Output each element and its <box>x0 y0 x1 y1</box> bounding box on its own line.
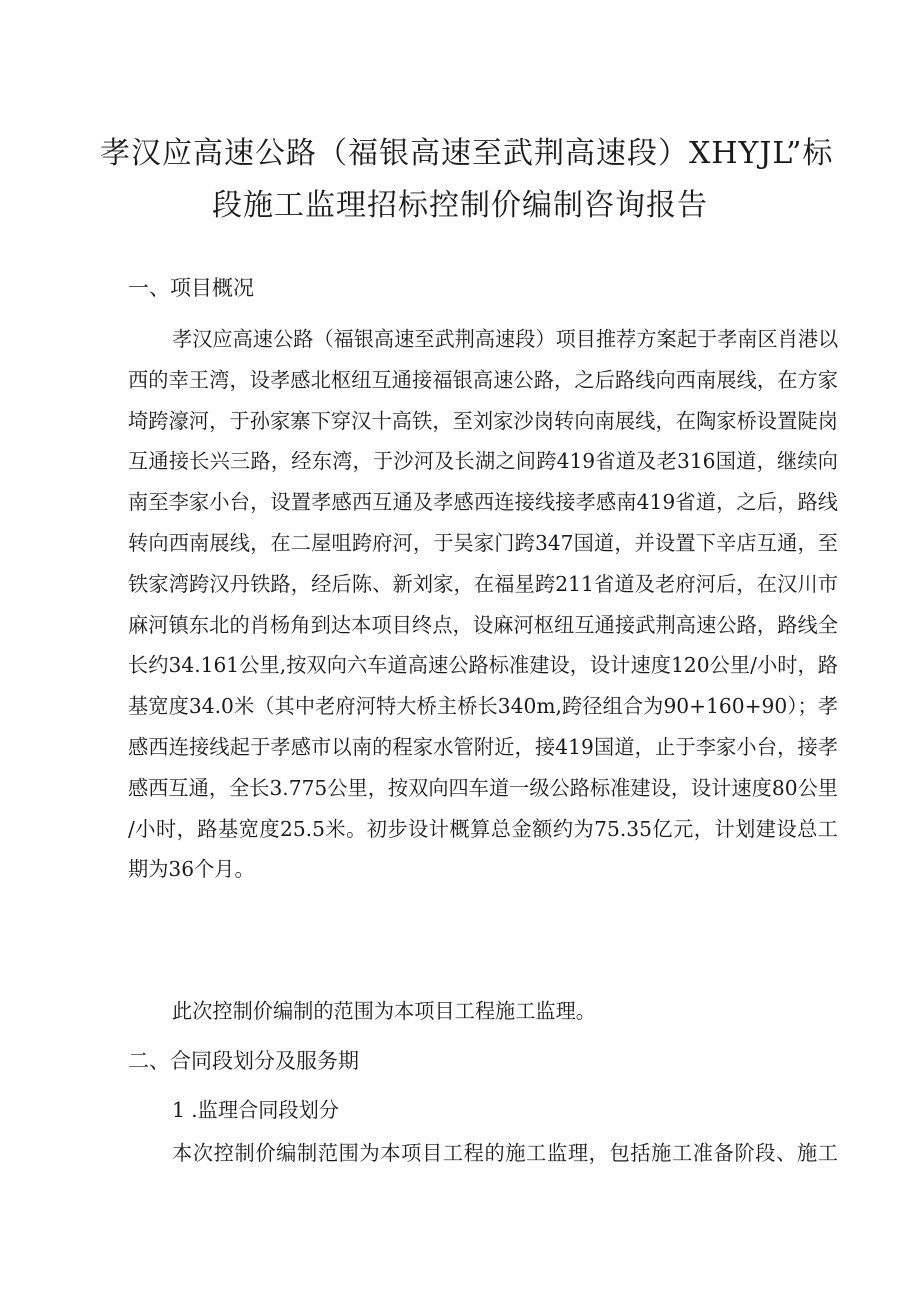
section-1-paragraph-1 <box>128 319 838 890</box>
title-line-2: 段施工监理招标控制价编制咨询报告 <box>212 188 708 223</box>
document-title <box>100 128 834 232</box>
paragraph-line: 基宽度34.0米（其中老府河特大桥主桥长340m,跨径组合为90+160+90）；孝 <box>128 694 838 719</box>
paragraph-line: 长约34.161公里,按双向六车道高速公路标准建设，设计速度120公里/小时，路 <box>128 653 838 678</box>
paragraph-line: 感西连接线起于孝感市以南的程家水管附近，接419国道，止于李家小台，接孝 <box>128 734 838 759</box>
section-2-subheading-1: 1 .监理合同段划分 <box>172 1098 339 1122</box>
paragraph-line: 孝汉应高速公路（福银高速至武荆高速段）项目推荐方案起于孝南区肖港以 <box>172 327 839 351</box>
title-line-1: 孝汉应高速公路（福银高速至武荆高速段）XHYJL”标 <box>100 136 834 171</box>
paragraph-line: 麻河镇东北的肖杨角到达本项目终点，设麻河枢纽互通接武荆高速公路，路线全 <box>128 612 838 637</box>
paragraph-line: 互通接长兴三路，经东湾，于沙河及长湖之间跨419省道及老316国道，继续向 <box>128 449 838 474</box>
section-1-heading: 一、项目概况 <box>128 276 254 300</box>
paragraph-line: 铁家湾跨汉丹铁路，经后陈、新刘家，在福星跨211省道及老府河后，在汉川市 <box>128 571 838 596</box>
paragraph-line: 转向西南展线，在二屋咀跨府河，于吴家门跨347国道，并设置下辛店互通，至 <box>128 530 838 555</box>
paragraph-line: 埼跨濠河，于孙家寨下穿汉十高铁，至刘家沙岗转向南展线，在陶家桥设置陡岗 <box>128 408 838 433</box>
section-2-heading: 二、合同段划分及服务期 <box>128 1049 359 1073</box>
paragraph-line: 西的幸王湾，设孝感北枢纽互通接福银高速公路，之后路线向西南展线，在方家 <box>128 367 838 392</box>
paragraph-line: 期为36个月。 <box>128 857 255 882</box>
paragraph-line: 感西互通，全长3.775公里，按双向四车道一级公路标准建设，设计速度80公里 <box>128 775 838 800</box>
paragraph-line: 本次控制价编制范围为本项目工程的施工监理，包括施工准备阶段、施工 <box>172 1141 838 1165</box>
section-2-paragraph-1 <box>128 1133 838 1174</box>
section-1-paragraph-2: 此次控制价编制的范围为本项目工程施工监理。 <box>172 999 596 1023</box>
paragraph-line: 南至李家小台，设置孝感西互通及孝感西连接线接孝感南419省道，之后，路线 <box>128 490 838 515</box>
paragraph-line: /小时，路基宽度25.5米。初步设计概算总金额约为75.35亿元，计划建设总工 <box>128 816 838 841</box>
